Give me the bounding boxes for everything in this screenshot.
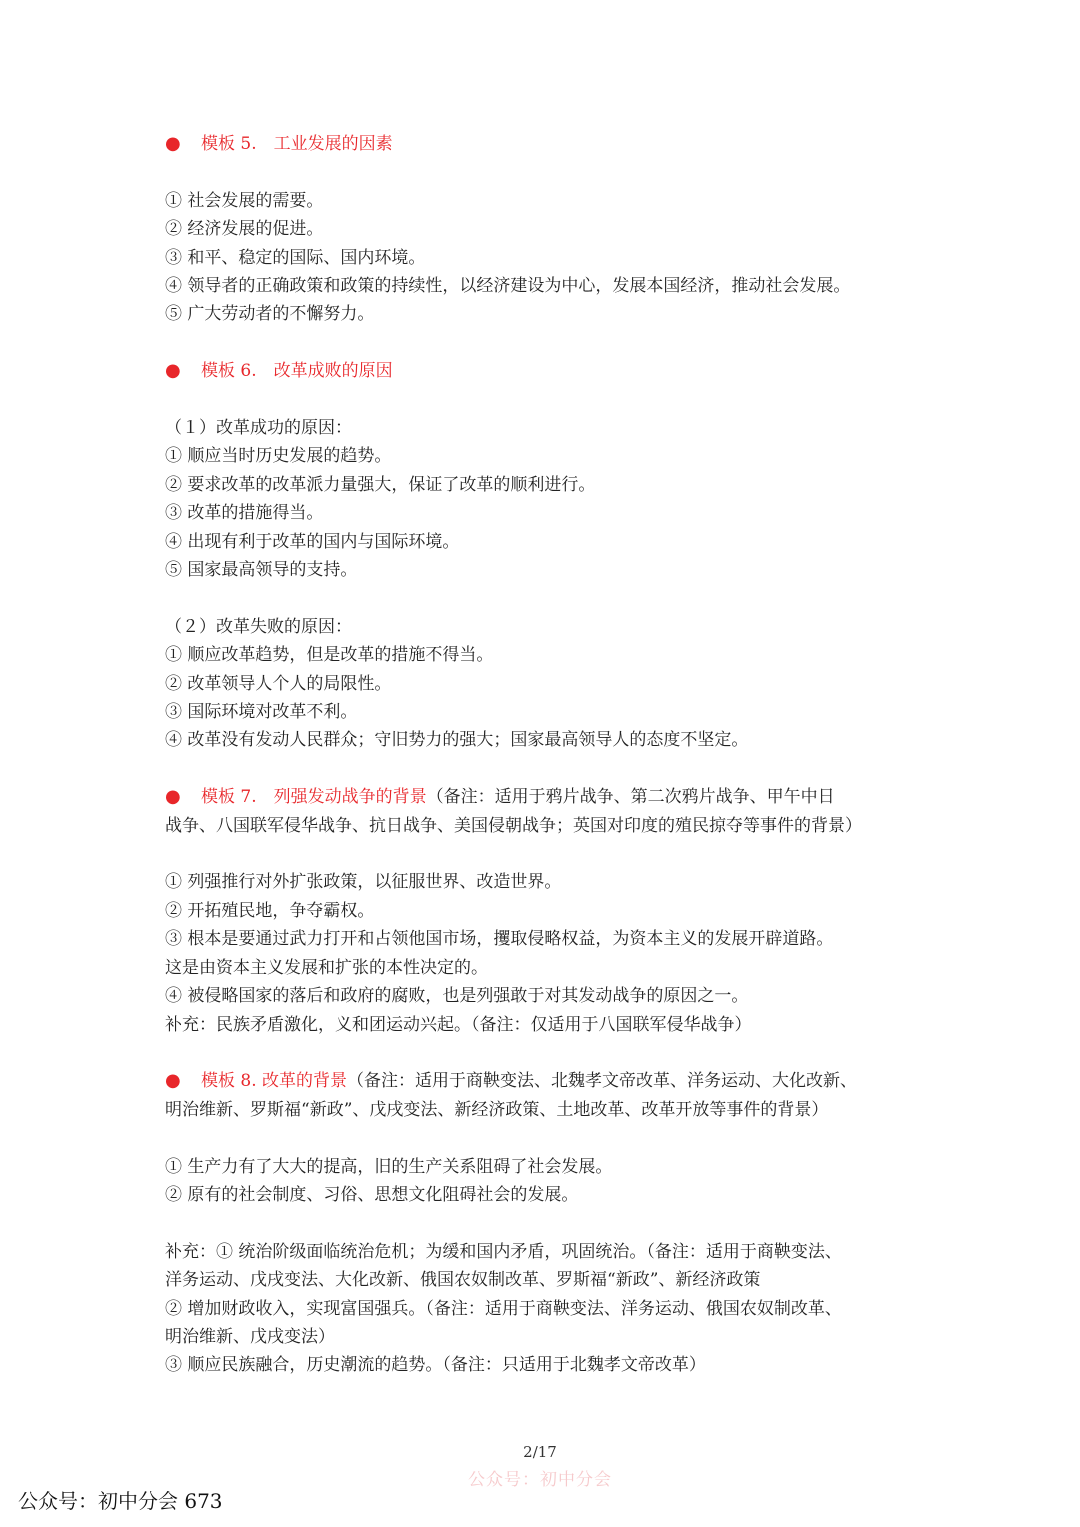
section-heading-8 xyxy=(165,1067,925,1095)
list-item: ① 列强推行对外扩张政策，以征服世界、改造世界。 xyxy=(165,872,562,893)
list-item: ① 社会发展的需要。 xyxy=(165,190,324,211)
section-note: （备注：适用于商鞅变法、北魏孝文帝改革、洋务运动、大化改新、 xyxy=(347,1071,858,1092)
page-content xyxy=(165,130,925,1380)
section-heading-5 xyxy=(165,130,925,158)
list-item: ④ 被侵略国家的落后和政府的腐败，也是列强敢于对其发动战争的原因之一。 xyxy=(165,986,749,1007)
bullet-icon: ● xyxy=(165,133,181,154)
page-number: 2/17 xyxy=(523,1443,557,1461)
list-item: ② 改革领导人个人的局限性。 xyxy=(165,673,392,694)
list-item: ① 顺应当时历史发展的趋势。 xyxy=(165,446,392,467)
list-item: ③ 国际环境对改革不利。 xyxy=(165,702,358,723)
subheading: （２）改革失败的原因： xyxy=(165,616,352,637)
section-title: 模板 6. 改革成败的原因 xyxy=(201,361,393,382)
section-title: 模板 8. 改革的背景 xyxy=(201,1071,348,1092)
list-item: ⑤ 广大劳动者的不懈努力。 xyxy=(165,304,375,325)
list-item: ④ 领导者的正确政策和政策的持续性，以经济建设为中心，发展本国经济，推动社会发展。 xyxy=(165,276,851,297)
list-item: ① 顺应改革趋势，但是改革的措施不得当。 xyxy=(165,645,494,666)
bullet-icon: ● xyxy=(165,786,181,808)
list-item: ③ 顺应民族融合，历史潮流的趋势。（备注：只适用于北魏孝文帝改革） xyxy=(165,1355,706,1376)
section-note: （备注：适用于鸦片战争、第二次鸦片战争、甲午中日 xyxy=(426,787,835,808)
list-item: ② 经济发展的促进。 xyxy=(165,219,324,240)
list-item: ③ 和平、稳定的国际、国内环境。 xyxy=(165,247,426,268)
list-item: ② 增加财政收入，实现富国强兵。（备注：适用于商鞅变法、洋务运动、俄国农奴制改革、 xyxy=(165,1298,842,1319)
section-title: 模板 7. 列强发动战争的背景 xyxy=(201,787,427,808)
section-heading-6 xyxy=(165,357,925,385)
list-item: 洋务运动、戊戌变法、大化改新、俄国农奴制改革、罗斯福“新政”、新经济政策 xyxy=(165,1270,761,1291)
list-item: 这是由资本主义发展和扩张的本性决定的。 xyxy=(165,957,488,978)
list-item: ① 生产力有了大大的提高，旧的生产关系阻碍了社会发展。 xyxy=(165,1156,613,1177)
bullet-icon: ● xyxy=(165,360,181,382)
section-title: 模板 5. 工业发展的因素 xyxy=(201,134,393,154)
list-item: ② 要求改革的改革派力量强大，保证了改革的顺利进行。 xyxy=(165,474,596,495)
subheading: （１）改革成功的原因： xyxy=(165,418,352,439)
section-heading-7 xyxy=(165,783,925,811)
list-item: ④ 改革没有发动人民群众；守旧势力的强大；国家最高领导人的态度不坚定。 xyxy=(165,730,749,751)
list-item: ④ 出现有利于改革的国内与国际环境。 xyxy=(165,531,460,552)
bullet-icon: ● xyxy=(165,1070,181,1092)
footer-label: 公众号：初中分会 673 xyxy=(18,1489,223,1513)
section-note: 明治维新、罗斯福“新政”、戊戌变法、新经济政策、土地改革、改革开放等事件的背景） xyxy=(165,1099,829,1120)
list-item: 明治维新、戊戌变法） xyxy=(165,1326,335,1347)
list-item: 补充：民族矛盾激化，义和团运动兴起。（备注：仅适用于八国联军侵华战争） xyxy=(165,1014,752,1035)
watermark-text: 公众号：初中分会 xyxy=(468,1470,612,1490)
list-item: ③ 改革的措施得当。 xyxy=(165,503,324,524)
list-item: ③ 根本是要通过武力打开和占领他国市场，攫取侵略权益，为资本主义的发展开辟道路。 xyxy=(165,929,834,950)
list-item: ⑤ 国家最高领导的支持。 xyxy=(165,560,358,581)
list-item: 补充：① 统治阶级面临统治危机；为缓和国内矛盾，巩固统治。（备注：适用于商鞅变法、 xyxy=(165,1241,842,1262)
list-item: ② 开拓殖民地，争夺霸权。 xyxy=(165,900,375,921)
list-item: ② 原有的社会制度、习俗、思想文化阻碍社会的发展。 xyxy=(165,1184,579,1205)
section-note: 战争、八国联军侵华战争、抗日战争、美国侵朝战争；英国对印度的殖民掠夺等事件的背景） xyxy=(165,815,862,836)
